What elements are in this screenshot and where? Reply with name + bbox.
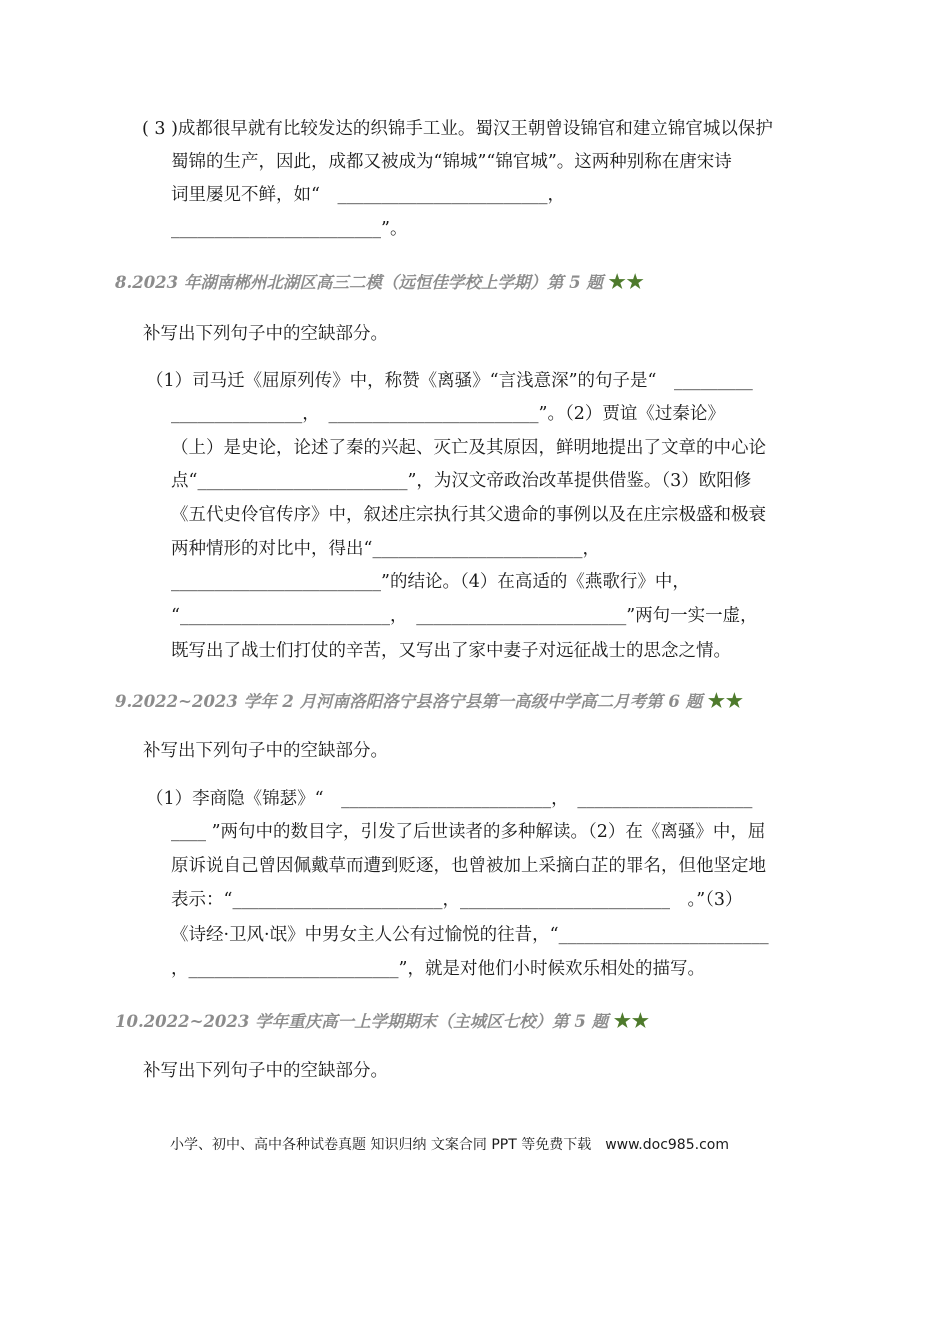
- question-8-instruction: 补写出下列句子中的空缺部分。: [143, 324, 388, 344]
- text-line: ____ ”两句中的数目字，引发了后世读者的多种解读。（2）在《离骚》中，屈: [171, 822, 766, 842]
- text-line: （1）李商隐《锦瑟》“ ________________________， ____________________: [146, 789, 753, 809]
- text-line: ( 3 )成都很早就有比较发达的织锦手工业。蜀汉王朝曾设锦官和建立锦官城以保护: [142, 119, 773, 139]
- difficulty-stars-icon: ★★: [707, 690, 744, 712]
- text-line: （上）是史论，论述了秦的兴起、灭亡及其原因，鲜明地提出了文章的中心论: [171, 438, 766, 458]
- text-line: “________________________， ________________________”两句一实一虚，: [171, 606, 758, 626]
- text-line: 《五代史伶官传序》中，叙述庄宗执行其父遗命的事例以及在庄宗极盛和极衰: [171, 505, 766, 525]
- text-line: 两种情形的对比中，得出“________________________，: [171, 539, 600, 559]
- text-line: （1）司马迁《屈原列传》中，称赞《离骚》“言浅意深”的句子是“ _________: [146, 371, 753, 391]
- text-line: 点“________________________”，为汉文帝政治改革提供借鉴。（3）欧阳修: [171, 471, 752, 491]
- text-line: ________________________”。: [171, 219, 408, 239]
- difficulty-stars-icon: ★★: [608, 271, 645, 293]
- text-line: _______________， ________________________”。（2）贾谊《过秦论》: [171, 404, 725, 424]
- text-line: ________________________”的结论。（4）在高适的《燕歌行》中，: [171, 572, 690, 592]
- question-10-heading: [115, 1009, 650, 1034]
- page-footer: 小学、初中、高中各种试卷真题 知识归纳 文案合同 PPT 等免费下载 www.doc985.com: [170, 1137, 729, 1153]
- question-9-heading: [115, 689, 744, 714]
- text-line: 原诉说自己曾因佩戴草而遭到贬逐，也曾被加上采摘白芷的罪名，但他坚定地: [171, 856, 766, 876]
- text-line: 表示：“________________________，________________________ 。”（3）: [171, 890, 743, 910]
- heading-text: 9.2022~2023 学年 2 月河南洛阳洛宁县洛宁县第一高级中学高二月考第 6 题: [115, 692, 703, 711]
- text-line: 既写出了战士们打仗的辛苦，又写出了家中妻子对远征战士的思念之情。: [171, 641, 731, 661]
- heading-text: 10.2022~2023 学年重庆高一上学期期末（主城区七校）第 5 题: [115, 1012, 609, 1031]
- text-line: 《诗经·卫风·氓》中男女主人公有过愉悦的往昔，“________________________: [171, 925, 769, 945]
- text-line: 词里屡见不鲜，如“ ________________________，: [171, 185, 565, 205]
- question-10-instruction: 补写出下列句子中的空缺部分。: [143, 1061, 388, 1081]
- question-9-instruction: 补写出下列句子中的空缺部分。: [143, 741, 388, 761]
- text-line: 蜀锦的生产，因此，成都又被成为“锦城”“锦官城”。这两种别称在唐宋诗: [171, 152, 732, 172]
- heading-text: 8.2023 年湖南郴州北湖区高三二模（远恒佳学校上学期）第 5 题: [115, 273, 603, 292]
- difficulty-stars-icon: ★★: [613, 1010, 650, 1032]
- question-8-heading: [115, 270, 645, 295]
- text-line: ，________________________”，就是对他们小时候欢乐相处的描写。: [171, 959, 705, 979]
